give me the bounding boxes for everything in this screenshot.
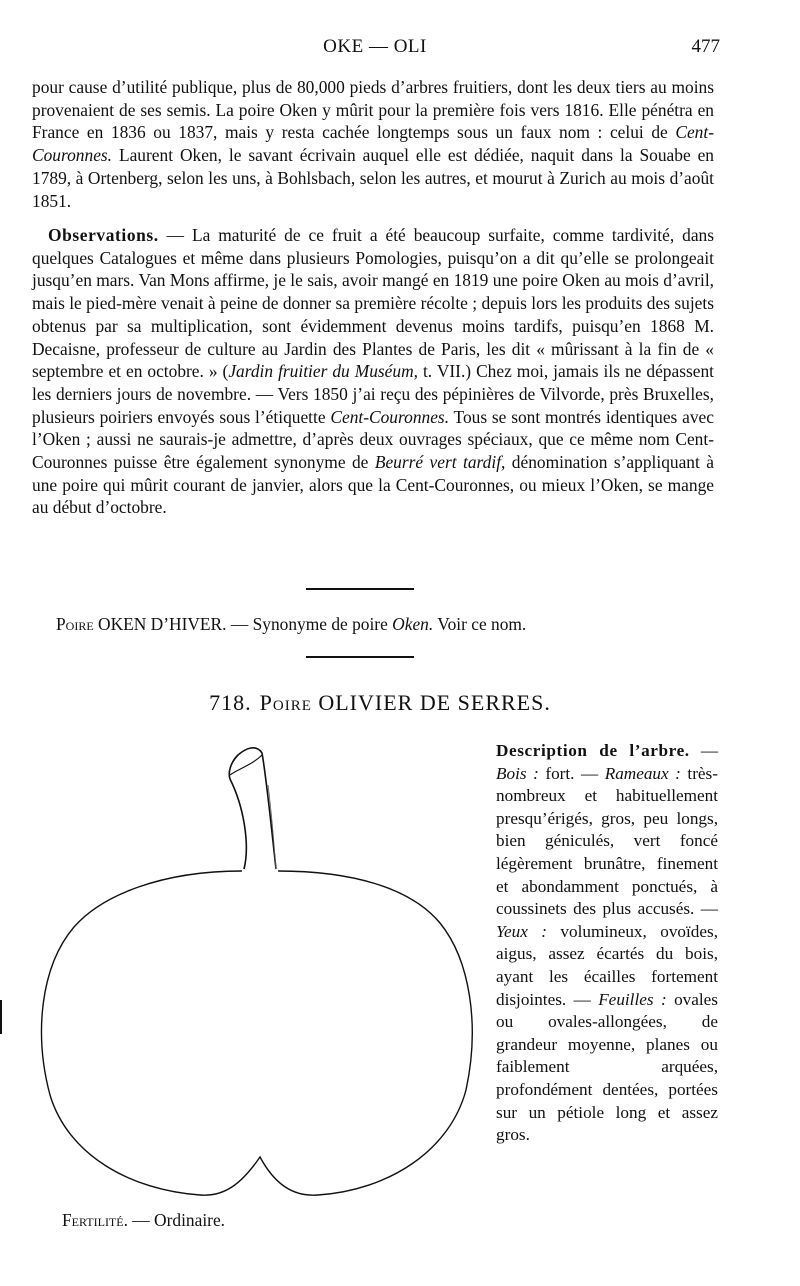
synonym-name: Poire OKEN D’HIVER. (56, 614, 227, 634)
variety-prefix: Poire (259, 690, 312, 715)
section-divider (306, 588, 414, 590)
text-run: Laurent Oken, le savant écrivain auquel elle est dédiée, naquit dans la Souabe en 1789, à Ortenberg, selon les uns, à Bohlsbach, selon les autres, et mourut à Zurich au mois d’août 1851. (32, 145, 714, 211)
italic-text-run: Cent-Couronnes. (32, 122, 714, 166)
variety-name: OLIVIER DE SERRES. (318, 690, 551, 715)
fertility-value: — Ordinaire. (127, 1210, 226, 1230)
text-run: — (689, 741, 718, 760)
pear-stem (229, 748, 276, 869)
page-header (30, 36, 720, 62)
text-run: très-nombreux et habituellement presqu’érigés, gros, peu longs, bien géniculés, vert foncé légèrement brunâtre, finement et abondamment ponctués, à coussinets des plus accusés. — (496, 763, 718, 919)
variety-number: 718. (209, 690, 252, 715)
pear-illustration (30, 745, 490, 1220)
paragraph-observations (32, 224, 714, 519)
running-title: OKE — OLI (323, 36, 427, 57)
synonym-entry (56, 614, 716, 635)
leaves-label: Feuilles : (598, 989, 667, 1009)
paragraph-history (32, 76, 714, 212)
fertility-label: Fertilité. (62, 1210, 128, 1230)
description-label: Description de l’arbre. (496, 741, 690, 760)
text-run: Voir ce nom. (433, 614, 527, 634)
text-run: pour cause d’utilité publique, plus de 80,000 pieds d’arbres fruitiers, dont les deux tiers au moins provenaient de ses semis. La poire Oken y mûrit pour la première fois vers 1816. Elle pénétra en France en 1836 ou 1837, mais y resta cachée longtemps sous un faux nom : celui de (32, 77, 714, 143)
fertility-line (62, 1210, 225, 1231)
text-run: — Synonyme de poire (226, 614, 393, 634)
variety-heading (0, 690, 760, 716)
italic-text-run: Beurré vert tardif, (374, 452, 506, 473)
text-run: fort. — (538, 763, 605, 783)
text-run: — La maturité de ce fruit a été beaucoup surfaite, comme tardivité, dans quelques Catalogues et même dans plusieurs Pomologies, puisqu’on a dit qu’elle se prolongeait jusqu’en mars. Van Mons affirme, je le sais, avoir mangé en 1819 une poire Oken au mois d’avril, mais le pied-mère venait à peine de donner sa première récolte ; depuis lors les produits des sujets obtenus par sa multiplication, sont évidemment devenus moins tardifs, puisqu’en 1868 M. Decaisne, professeur de culture au Jardin des Plantes de Paris, les dit « mûrissant à la fin de « septembre et en octobre. » ( (32, 225, 714, 382)
text-run: dénomination s’appliquant à une poire qui mûrit courant de janvier, alors que la Cent-Couronnes, ou mieux l’Oken, se mange au début d’octobre. (32, 452, 714, 518)
wood-label: Bois : (496, 763, 539, 783)
tree-description (496, 740, 718, 1147)
text-run: volumineux, ovoïdes, aigus, assez écartés du bois, ayant les écailles fortement disjointes. — (496, 921, 718, 1009)
pear-outline (42, 871, 473, 1195)
section-divider (306, 656, 414, 658)
italic-text-run: Cent-Couronnes. (330, 406, 450, 427)
branches-label: Rameaux : (604, 763, 681, 783)
margin-mark (0, 1000, 2, 1034)
italic-text-run: Jardin fruitier du Muséum, (228, 361, 418, 382)
buds-label: Yeux : (496, 921, 547, 941)
page-number: 477 (691, 36, 720, 57)
text-run: t. VII.) Chez moi, jamais ils ne dépassent les derniers jours de novembre. — Vers 1850 j’ai reçu des pépinières de Vilvorde, près Bruxelles, plusieurs poiriers envoyés sous l’étiquette (32, 361, 714, 427)
text-run: Tous se sont montrés identiques avec l’Oken ; aussi ne saurais-je admettre, d’après deux ouvrages spéciaux, que ce même nom Cent-Couronnes puisse être également synonyme de (32, 406, 714, 473)
text-run: ovales ou ovales-allongées, de grandeur moyenne, planes ou faiblement arquées, profondément dentées, portées sur un pétiole long et assez gros. (496, 989, 718, 1145)
italic-text-run: Oken. (392, 614, 434, 634)
observations-label: Observations. (48, 225, 159, 245)
